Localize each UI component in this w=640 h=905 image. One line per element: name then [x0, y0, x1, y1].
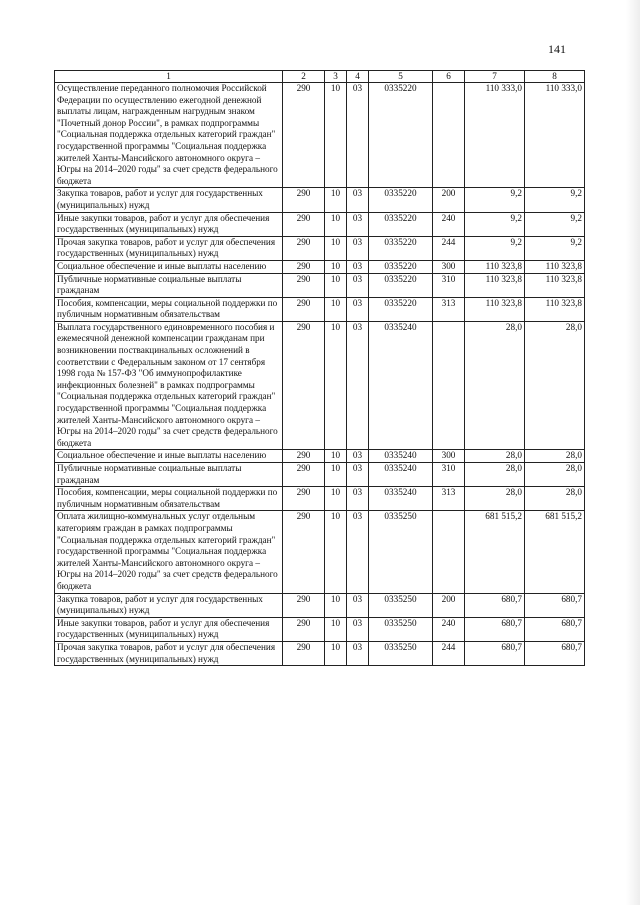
header-col-2: 2 [283, 71, 325, 83]
row-ministry-code: 290 [283, 593, 325, 617]
row-subsection: 03 [347, 450, 369, 463]
row-name: Прочая закупка товаров, работ и услуг для обеспечения государственных (муниципальных) нужд [55, 641, 283, 665]
row-ministry-code: 290 [283, 297, 325, 321]
table-row [55, 463, 585, 487]
row-amount-2: 680,7 [525, 593, 585, 617]
row-name: Прочая закупка товаров, работ и услуг для обеспечения государственных (муниципальных) нужд [55, 236, 283, 260]
row-section: 10 [325, 511, 347, 593]
row-amount-1: 680,7 [465, 641, 525, 665]
row-ministry-code: 290 [283, 321, 325, 450]
header-col-8: 8 [525, 71, 585, 83]
row-expense-type: 240 [433, 617, 465, 641]
row-subsection: 03 [347, 188, 369, 212]
row-subsection: 03 [347, 463, 369, 487]
row-ministry-code: 290 [283, 511, 325, 593]
row-subsection: 03 [347, 260, 369, 273]
row-amount-1: 681 515,2 [465, 511, 525, 593]
row-ministry-code: 290 [283, 463, 325, 487]
row-section: 10 [325, 260, 347, 273]
row-name: Иные закупки товаров, работ и услуг для обеспечения государственных (муниципальных) нужд [55, 617, 283, 641]
row-amount-1: 110 333,0 [465, 83, 525, 188]
row-ministry-code: 290 [283, 641, 325, 665]
row-ministry-code: 290 [283, 212, 325, 236]
row-amount-2: 28,0 [525, 321, 585, 450]
row-amount-2: 28,0 [525, 463, 585, 487]
row-amount-2: 680,7 [525, 641, 585, 665]
row-expense-type: 300 [433, 450, 465, 463]
row-amount-1: 28,0 [465, 487, 525, 511]
row-name: Публичные нормативные социальные выплаты гражданам [55, 273, 283, 297]
row-ministry-code: 290 [283, 450, 325, 463]
row-target-article: 0335220 [369, 260, 433, 273]
row-amount-2: 9,2 [525, 236, 585, 260]
table-row [55, 450, 585, 463]
row-amount-1: 110 323,8 [465, 297, 525, 321]
row-expense-type [433, 321, 465, 450]
row-name: Пособия, компенсации, меры социальной поддержки по публичным нормативным обязательствам [55, 487, 283, 511]
row-section: 10 [325, 321, 347, 450]
row-expense-type [433, 83, 465, 188]
row-section: 10 [325, 212, 347, 236]
row-name: Закупка товаров, работ и услуг для государственных (муниципальных) нужд [55, 593, 283, 617]
row-target-article: 0335220 [369, 188, 433, 212]
row-subsection: 03 [347, 593, 369, 617]
row-amount-2: 681 515,2 [525, 511, 585, 593]
row-amount-2: 9,2 [525, 212, 585, 236]
row-target-article: 0335240 [369, 450, 433, 463]
row-ministry-code: 290 [283, 487, 325, 511]
row-subsection: 03 [347, 641, 369, 665]
row-expense-type: 200 [433, 188, 465, 212]
row-ministry-code: 290 [283, 260, 325, 273]
row-amount-2: 28,0 [525, 487, 585, 511]
budget-table [54, 70, 585, 666]
row-expense-type: 310 [433, 463, 465, 487]
row-subsection: 03 [347, 297, 369, 321]
row-expense-type [433, 511, 465, 593]
row-section: 10 [325, 297, 347, 321]
row-name: Социальное обеспечение и иные выплаты населению [55, 450, 283, 463]
row-subsection: 03 [347, 511, 369, 593]
row-section: 10 [325, 463, 347, 487]
row-ministry-code: 290 [283, 273, 325, 297]
row-target-article: 0335250 [369, 593, 433, 617]
row-subsection: 03 [347, 212, 369, 236]
row-expense-type: 313 [433, 487, 465, 511]
row-expense-type: 244 [433, 236, 465, 260]
table-row [55, 487, 585, 511]
row-amount-1: 680,7 [465, 593, 525, 617]
table-row [55, 260, 585, 273]
row-target-article: 0335220 [369, 236, 433, 260]
table-row [55, 236, 585, 260]
scan-edge-shadow [626, 0, 640, 905]
row-target-article: 0335240 [369, 487, 433, 511]
header-col-4: 4 [347, 71, 369, 83]
page-number: 141 [548, 42, 566, 56]
row-amount-1: 680,7 [465, 617, 525, 641]
row-target-article: 0335250 [369, 511, 433, 593]
header-col-7: 7 [465, 71, 525, 83]
row-amount-1: 28,0 [465, 463, 525, 487]
table-row [55, 593, 585, 617]
header-col-3: 3 [325, 71, 347, 83]
row-name: Оплата жилищно-коммунальных услуг отдельным категориям граждан в рамках подпрограммы "Социальная поддержка отдельных категорий граждан" государственной программы "Социальная поддержка жителей Ханты-Мансийского автономного округа – Югры на 2014–2020 годы" за счет средств федерального бюджета [55, 511, 283, 593]
table-row [55, 511, 585, 593]
row-subsection: 03 [347, 83, 369, 188]
row-section: 10 [325, 236, 347, 260]
table-header-row [55, 71, 585, 83]
row-amount-2: 680,7 [525, 617, 585, 641]
row-ministry-code: 290 [283, 236, 325, 260]
row-section: 10 [325, 83, 347, 188]
row-amount-2: 110 323,8 [525, 260, 585, 273]
row-amount-2: 110 323,8 [525, 273, 585, 297]
row-subsection: 03 [347, 321, 369, 450]
row-name: Социальное обеспечение и иные выплаты населению [55, 260, 283, 273]
table-row [55, 273, 585, 297]
table-row [55, 297, 585, 321]
row-subsection: 03 [347, 617, 369, 641]
row-expense-type: 313 [433, 297, 465, 321]
row-name: Публичные нормативные социальные выплаты гражданам [55, 463, 283, 487]
row-section: 10 [325, 617, 347, 641]
table-row [55, 617, 585, 641]
row-amount-1: 9,2 [465, 188, 525, 212]
row-target-article: 0335220 [369, 273, 433, 297]
row-expense-type: 300 [433, 260, 465, 273]
row-expense-type: 244 [433, 641, 465, 665]
row-name: Закупка товаров, работ и услуг для государственных (муниципальных) нужд [55, 188, 283, 212]
row-amount-1: 9,2 [465, 212, 525, 236]
row-ministry-code: 290 [283, 83, 325, 188]
row-section: 10 [325, 593, 347, 617]
row-section: 10 [325, 641, 347, 665]
row-section: 10 [325, 487, 347, 511]
row-amount-2: 9,2 [525, 188, 585, 212]
row-target-article: 0335250 [369, 641, 433, 665]
row-subsection: 03 [347, 487, 369, 511]
row-amount-2: 110 323,8 [525, 297, 585, 321]
header-col-5: 5 [369, 71, 433, 83]
row-target-article: 0335220 [369, 212, 433, 236]
row-amount-1: 110 323,8 [465, 260, 525, 273]
row-name: Выплата государственного единовременного пособия и ежемесячной денежной компенсации гражданам при возникновении поствакцинальных осложнений в соответствии с Федеральным законом от 17 сентября 1998 года № 157-ФЗ "Об иммунопрофилактике инфекционных болезней" в рамках подпрограммы "Социальная поддержка отдельных категорий граждан" государственной программы "Социальная поддержка жителей Ханты-Мансийского автономного округа – Югры на 2014–2020 годы" за счет средств федерального бюджета [55, 321, 283, 450]
table-row [55, 83, 585, 188]
row-expense-type: 310 [433, 273, 465, 297]
table-row [55, 212, 585, 236]
row-target-article: 0335220 [369, 83, 433, 188]
row-amount-2: 110 333,0 [525, 83, 585, 188]
row-amount-1: 28,0 [465, 450, 525, 463]
row-target-article: 0335240 [369, 463, 433, 487]
row-target-article: 0335220 [369, 297, 433, 321]
row-expense-type: 200 [433, 593, 465, 617]
row-name: Иные закупки товаров, работ и услуг для обеспечения государственных (муниципальных) нужд [55, 212, 283, 236]
table-row [55, 321, 585, 450]
row-target-article: 0335240 [369, 321, 433, 450]
table-row [55, 188, 585, 212]
row-amount-1: 28,0 [465, 321, 525, 450]
row-amount-2: 28,0 [525, 450, 585, 463]
header-col-6: 6 [433, 71, 465, 83]
row-section: 10 [325, 450, 347, 463]
header-col-1: 1 [55, 71, 283, 83]
row-amount-1: 9,2 [465, 236, 525, 260]
row-name: Осуществление переданного полномочия Российской Федерации по осуществлению ежегодной денежной выплаты лицам, награжденным нагрудным знаком "Почетный донор России", в рамках подпрограммы "Социальная поддержка отдельных категорий граждан" государственной программы "Социальная поддержка жителей Ханты-Мансийского автономного округа – Югры на 2014–2020 годы" за счет средств федерального бюджета [55, 83, 283, 188]
row-section: 10 [325, 273, 347, 297]
row-ministry-code: 290 [283, 617, 325, 641]
row-subsection: 03 [347, 236, 369, 260]
row-name: Пособия, компенсации, меры социальной поддержки по публичным нормативным обязательствам [55, 297, 283, 321]
table-row [55, 641, 585, 665]
row-subsection: 03 [347, 273, 369, 297]
row-amount-1: 110 323,8 [465, 273, 525, 297]
row-section: 10 [325, 188, 347, 212]
row-ministry-code: 290 [283, 188, 325, 212]
row-expense-type: 240 [433, 212, 465, 236]
row-target-article: 0335250 [369, 617, 433, 641]
